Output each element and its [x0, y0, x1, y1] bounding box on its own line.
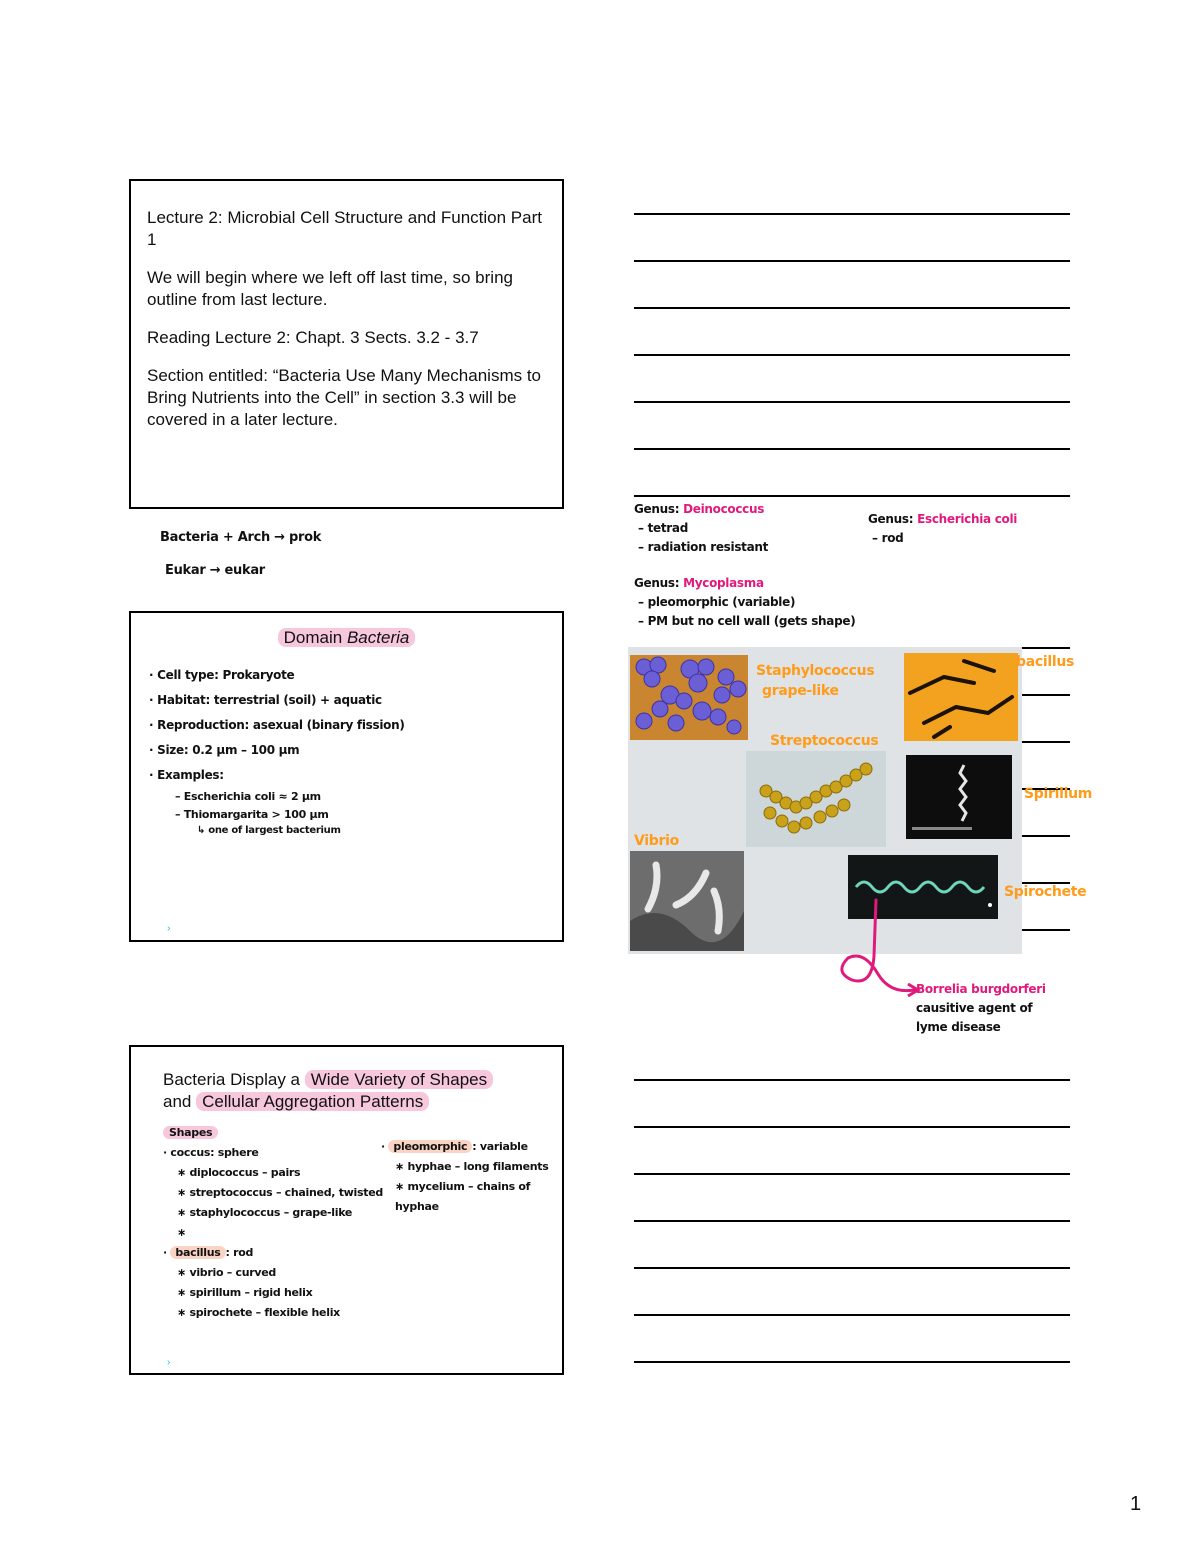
- label-staphylococcus: Staphylococcus: [756, 663, 875, 679]
- page-number: 1: [1130, 1493, 1142, 1515]
- label-grape-like: grape-like: [762, 683, 839, 699]
- list-item: ∗ hyphae – long filaments: [395, 1160, 549, 1173]
- slide-marker: ›: [167, 923, 171, 934]
- list-item: · Reproduction: asexual (binary fission): [149, 718, 405, 732]
- genus-deinococcus-note: Genus: Deinococcus – tetrad – radiation resistant: [634, 502, 769, 554]
- list-item: ∗ diplococcus – pairs: [177, 1166, 301, 1179]
- list-item: – Escherichia coli ≈ 2 µm: [175, 790, 321, 803]
- list-item: · pleomorphic : variable: [381, 1140, 528, 1153]
- slide2-notes: [149, 663, 405, 838]
- slide-marker: ›: [167, 1357, 171, 1368]
- genus-mycoplasma-note: Genus: Mycoplasma – pleomorphic (variable) – PM but no cell wall (gets shape): [634, 576, 856, 628]
- slide3-pleomorphic-notes: [381, 1137, 562, 1217]
- note-eukar: Eukar → eukar: [165, 563, 265, 578]
- slide1-para-reading: Reading Lecture 2: Chapt. 3 Sects. 3.2 - 3.7: [147, 328, 479, 347]
- slide3-title: Bacteria Display a Wide Variety of Shapes and Cellular Aggregation Patterns: [163, 1069, 493, 1113]
- label-bacillus: bacillus: [1016, 654, 1075, 670]
- slide-bacteria-shapes: [129, 1045, 564, 1375]
- slide-lecture-intro: [129, 179, 564, 509]
- slide1-para-section: Section entitled: “Bacteria Use Many Mechanisms to Bring Nutrients into the Cell” in section 3.3 will be covered in a later lecture.: [147, 366, 542, 429]
- label-streptococcus: Streptococcus: [770, 733, 879, 749]
- vibrio-photo: [630, 851, 744, 951]
- slide1-title: Lecture 2: Microbial Cell Structure and Function Part 1: [147, 208, 542, 249]
- shapes-label: Shapes: [163, 1123, 383, 1143]
- list-item: ↳ one of largest bacterium: [197, 825, 341, 836]
- slide2-title: Domain Bacteria: [131, 628, 562, 648]
- note-bacteria-arch: Bacteria + Arch → prok: [160, 530, 322, 545]
- list-item: · Examples:: [149, 768, 224, 782]
- spirillum-photo: [906, 755, 1012, 839]
- list-item: · bacillus : rod: [163, 1246, 254, 1259]
- list-item: ∗: [177, 1226, 186, 1239]
- list-item: ∗ spirochete – flexible helix: [177, 1306, 340, 1319]
- streptococcus-photo: [746, 751, 886, 847]
- list-item: – Thiomargarita > 100 µm: [175, 808, 329, 821]
- list-item: ∗ mycelium – chains of hyphae: [395, 1180, 531, 1213]
- label-vibrio: Vibrio: [634, 833, 679, 849]
- list-item: ∗ staphylococcus – grape-like: [177, 1206, 353, 1219]
- staphylococcus-photo: [630, 655, 748, 740]
- borrelia-name: Borrelia burgdorferi: [916, 982, 1046, 996]
- list-item: · Cell type: Prokaryote: [149, 668, 295, 682]
- pointer-arrow: [830, 896, 930, 1006]
- slide1-para-outline: We will begin where we left off last time, so bring outline from last lecture.: [147, 268, 513, 309]
- label-spirochete: Spirochete: [1004, 884, 1087, 900]
- list-item: ∗ spirillum – rigid helix: [177, 1286, 313, 1299]
- borrelia-note: Borrelia burgdorferi causitive agent of lyme disease: [916, 982, 1046, 1034]
- list-item: · coccus: sphere: [163, 1146, 259, 1159]
- list-item: · Habitat: terrestrial (soil) + aquatic: [149, 693, 382, 707]
- list-item: · Size: 0.2 µm – 100 µm: [149, 743, 300, 757]
- slide3-shapes-notes: [163, 1123, 383, 1323]
- bacteria-shapes-collage: [628, 647, 1022, 954]
- genus-ecoli-note: Genus: Escherichia coli – rod: [868, 512, 1018, 545]
- list-item: ∗ streptococcus – chained, twisted: [177, 1186, 383, 1199]
- list-item: ∗ vibrio – curved: [177, 1266, 276, 1279]
- slide-domain-bacteria: [129, 611, 564, 942]
- label-spirillum: Spirillum: [1024, 786, 1093, 802]
- bacillus-photo: [904, 653, 1018, 741]
